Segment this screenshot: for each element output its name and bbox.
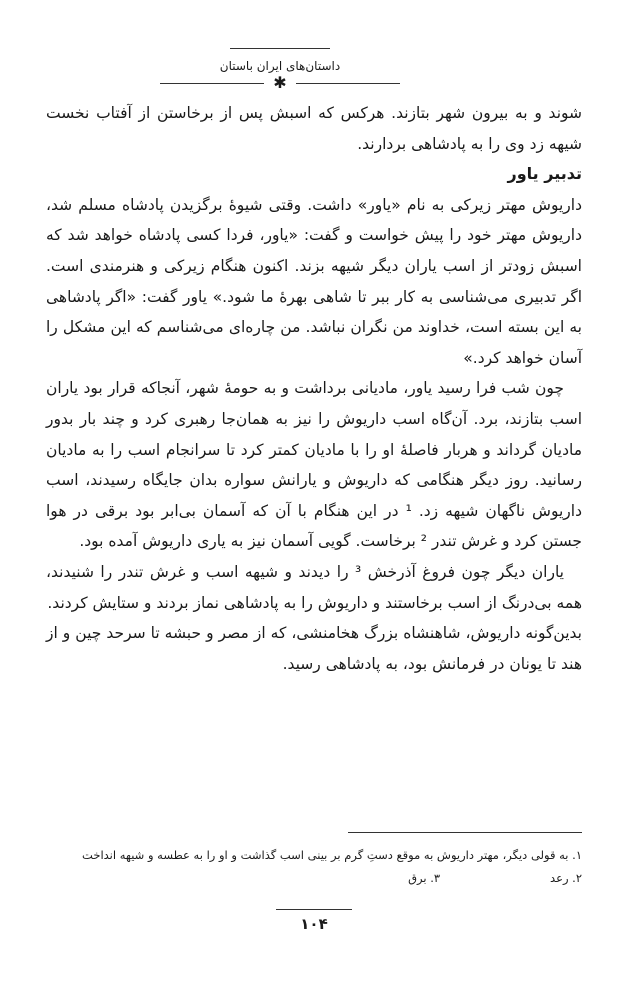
main-text [46,98,582,679]
paragraph-3: یاران دیگر چون فروغ آذرخش ³ را دیدند و شیهه اسب و غرش تندر را شنیدند، همه بی‌درنگ از اسب برخاستند و داریوش را به پادشاهی نماز بردند و ستایش کردند. [46,562,582,612]
paragraph-4: بدین‌گونه داریوش، شاهنشاه بزرگ هخامنشی، که از مصر و حبشه تا سرحد چین و از هند تا یونان در فرمانش بود، به پادشاهی رسید. [46,624,582,673]
paragraph-1: داریوش مهتر زیرکی به نام «یاور» داشت. وقتی شیوهٔ برگزیدن پادشاه مسلم شد، داریوش مهتر خود را پیش خواست و گفت: «یاور، فردا کسی پادشاه خواهد شد که اسبش زودتر از اسب یاران دیگر شیهه بزند. اکنون هنگام زیرکی و هنرمندی است. اگر تدبیری می‌شناسی به کار ببر تا شاهی بهرهٔ ما شود.» یاور گفت: «اگر پادشاهی به این بسته است، خداوند من نگران نباشد. من چاره‌ای می‌شناسم که این مشکل را آسان خواهد کرد.» [46,195,582,367]
footnote-2: ۲. رعد [550,871,582,885]
header-top-rule [230,48,330,49]
paragraph-2: چون شب فرا رسید یاور، مادیانی برداشت و به حومهٔ شهر، آنجاکه قرار بود یاران اسب بتازند، برد. آن‌گاه اسب داریوش را نیز به همان‌جا رهبری کرد و چند بار بدور مادیان گرداند و هربار فاصلهٔ او را با مادیان کمتر کرد تا سرانجام اسب را به مادیان رسانید. روز دیگر هنگامی که داریوش و یارانش سواره بدان جایگاه رسیدند، اسب داریوش ناگهان شیهه زد. ¹ در این هنگام با آن که آسمان بی‌ابر بود برقی در هوا جستن کرد و غرش تندر ² برخاست. گویی آسمان نیز به یاری داریوش آمده بود. [46,379,582,551]
footnote-row [40,867,582,890]
footnote-1: ۱. به قولی دیگر، مهتر داریوش به موقع دستِ گرم بر بینی اسب گذاشت و او را به عطسه و شیهه انداخت [82,848,582,862]
running-header [160,46,400,96]
running-title: داستان‌های ایران باستان [219,59,341,73]
footnote-3: ۳. برق [408,871,441,885]
header-right-rule [296,83,400,84]
page-number: ۱۰۴ [300,915,328,933]
asterisk-ornament-icon: ✱ [273,73,287,92]
section-heading: تدبیر یاور [507,164,582,184]
header-left-rule [160,83,264,84]
paragraph-intro: شوند و به بیرون شهر بتازند. هرکس که اسبش پس از برخاستن از آفتاب نخست شیهه زد وی را به پادشاهی بردارند. [46,104,582,153]
footnote-separator [348,832,582,833]
page-number-rule [276,909,352,910]
footnotes [40,844,582,890]
